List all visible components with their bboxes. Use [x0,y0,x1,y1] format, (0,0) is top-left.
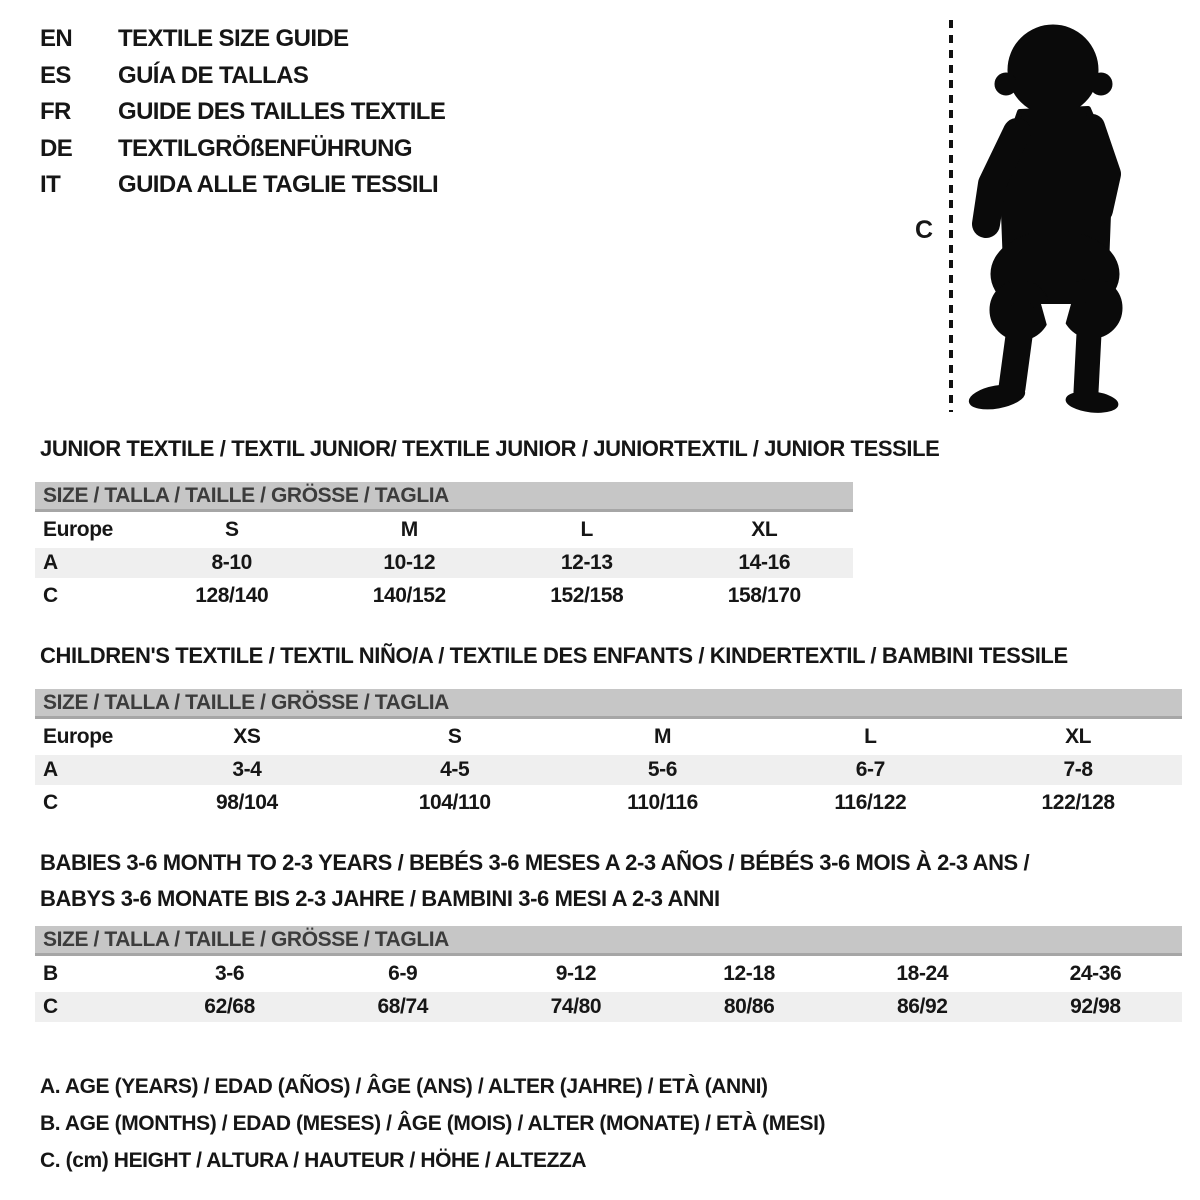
language-code: FR [40,98,71,126]
table-row [35,722,1182,752]
babies-textile-title [40,845,1029,917]
age-cell: 24-36 [1069,962,1122,985]
age-cell: 7-8 [1063,758,1093,781]
baby-silhouette [968,25,1122,415]
size-header-bar: SIZE / TALLA / TAILLE / GRÖSSE / TAGLIA [35,482,853,512]
age-cell: 3-4 [232,758,262,781]
age-cell: 3-6 [215,962,245,985]
height-cell: 86/92 [896,995,948,1018]
height-cell: 80/86 [723,995,775,1018]
row-label: C [43,791,58,814]
height-cell: 110/116 [627,791,698,814]
language-row-fr [40,94,445,131]
guide-title-it: GUIDA ALLE TAGLIE TESSILI [118,171,439,199]
language-row-en [40,21,445,58]
table-row [35,992,1182,1022]
guide-title-de: TEXTILGRÖßENFÜHRUNG [118,134,412,162]
height-cell: 68/74 [377,995,429,1018]
height-cell: 116/122 [834,791,907,814]
legend-line-a: A. AGE (YEARS) / EDAD (AÑOS) / ÂGE (ANS) / ALTER (JAHRE) / ETÀ (ANNI) [40,1075,768,1098]
babies-title-line-1: BABIES 3-6 MONTH TO 2-3 YEARS / BEBÉS 3-6 MESES A 2-3 AÑOS / BÉBÉS 3-6 MOIS À 2-3 ANS / [40,850,1030,875]
children-textile-title: CHILDREN'S TEXTILE / TEXTIL NIÑO/A / TEXTILE DES ENFANTS / KINDERTEXTIL / BAMBINI TESSILE [40,643,1068,668]
size-cell: L [864,725,877,748]
height-cell: 92/98 [1070,995,1121,1018]
table-row [35,515,853,545]
height-cell: 158/170 [727,584,801,607]
age-cell: 6-9 [388,962,418,985]
language-code: ES [40,61,71,89]
measurement-legend [40,1068,825,1179]
legend-line-c: C. (cm) HEIGHT / ALTURA / HAUTEUR / HÖHE / ALTEZZA [40,1149,587,1172]
junior-textile-table [35,482,853,611]
height-cell: 122/128 [1041,791,1115,814]
row-label: C [43,584,58,607]
row-label: C [43,995,58,1018]
height-cell: 104/110 [418,791,491,814]
size-cell: L [580,518,593,541]
size-cell: XS [233,725,261,748]
height-cell: 74/80 [550,995,602,1018]
size-header-bar: SIZE / TALLA / TAILLE / GRÖSSE / TAGLIA [35,689,1182,719]
age-cell: 18-24 [896,962,949,985]
babies-title-line-2: BABYS 3-6 MONATE BIS 2-3 JAHRE / BAMBINI 3-6 MESI A 2-3 ANNI [40,886,720,911]
age-cell: 5-6 [647,758,678,781]
table-row [35,755,1182,785]
children-textile-table [35,689,1182,818]
row-label: B [43,962,58,985]
size-cell: S [224,518,239,541]
language-row-es [40,58,445,95]
size-cell: M [400,518,418,541]
age-cell: 10-12 [383,551,436,574]
table-row [35,959,1182,989]
guide-title-en: TEXTILE SIZE GUIDE [118,25,349,53]
row-label: Europe [43,725,113,748]
legend-line-b: B. AGE (MONTHS) / EDAD (MESES) / ÂGE (MOIS) / ALTER (MONATE) / ETÀ (MESI) [40,1112,826,1135]
age-cell: 14-16 [738,551,791,574]
guide-title-fr: GUIDE DES TAILLES TEXTILE [118,98,446,126]
age-cell: 8-10 [211,551,252,574]
age-cell: 12-18 [723,962,775,985]
row-label: A [43,551,58,574]
table-row [35,788,1182,818]
size-cell: XL [751,518,778,541]
language-row-it [40,167,445,204]
age-cell: 4-5 [440,758,470,781]
height-figure [935,12,1165,416]
size-cell: XL [1065,725,1092,748]
language-row-de [40,131,445,168]
table-row [35,548,853,578]
row-label: Europe [43,518,113,541]
height-cell: 128/140 [195,584,269,607]
size-cell: M [653,725,672,748]
row-label: A [43,758,58,781]
table-row [35,581,853,611]
height-cell: 62/68 [204,995,255,1018]
height-measure-label: C [915,216,934,244]
age-cell: 12-13 [560,551,613,574]
guide-title-es: GUÍA DE TALLAS [118,61,309,89]
language-code: DE [40,134,73,162]
size-cell: S [447,725,462,748]
language-title-list [40,21,445,204]
age-cell: 9-12 [555,962,597,985]
language-code: EN [40,25,73,53]
height-cell: 152/158 [550,584,624,607]
age-cell: 6-7 [855,758,885,781]
size-header-bar: SIZE / TALLA / TAILLE / GRÖSSE / TAGLIA [35,926,1182,956]
height-cell: 98/104 [215,791,278,814]
babies-textile-table [35,926,1182,1022]
language-code: IT [40,171,61,199]
height-cell: 140/152 [372,584,446,607]
junior-textile-title: JUNIOR TEXTILE / TEXTIL JUNIOR/ TEXTILE JUNIOR / JUNIORTEXTIL / JUNIOR TESSILE [40,436,940,461]
